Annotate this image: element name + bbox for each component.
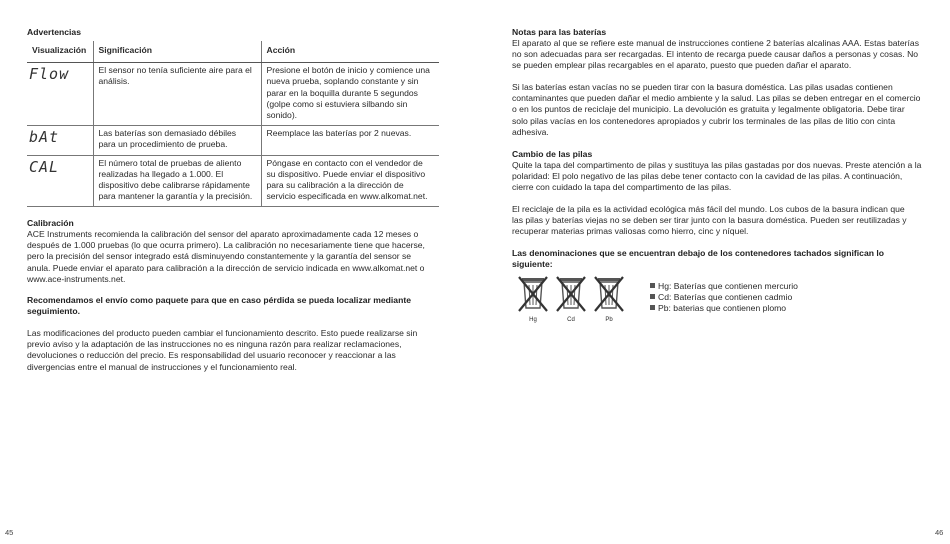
calibration-text: ACE Instruments recomienda la calibración del sensor del aparato aproximadamente cada 12 meses o después de 1.000 pruebas (lo que ocurra primero). La calibración no necesariamente tiene que hacerse, pero la precisión del sensor integrado está disminuyendo constantemente y la garantía del sensor se anula. Puede enviar el aparato para calibración a la dirección de servicio indicada en www.alkomat.net o www.ace-instruments.net. bbox=[27, 229, 425, 284]
right-page bbox=[512, 0, 922, 544]
bin-legend bbox=[650, 281, 798, 315]
battery-notes-text-1: El aparato al que se refiere este manual de instrucciones contiene 2 baterías alcalinas AAA. Estas baterías no son adecuadas para ser recargadas. El intento de recarga puede causar daños a personas y cosas. No se pueden emplear pilas recargables en el aparato, puesto que pueden dañar el aparato. bbox=[512, 38, 920, 71]
modifications-text: Las modificaciones del producto pueden cambiar el funcionamiento descrito. Esto puede realizarse sin previo aviso y la adaptación de las instrucciones no es ninguna razón para realizar reclamaciones, devoluciones o reducción del precio. Es responsabilidad del usuario reconocer y reaccionar a las divergencias entre el manual de instrucciones y el funcionamiento real. bbox=[27, 328, 418, 372]
crossed-bin-pb bbox=[592, 274, 626, 326]
bin-label: Cd bbox=[567, 317, 575, 323]
page-number-left: 45 bbox=[5, 528, 14, 537]
bullet-square-icon bbox=[650, 283, 655, 288]
display-code: bAt bbox=[27, 126, 93, 155]
header-display: Visualización bbox=[27, 41, 93, 63]
bin-label: Hg bbox=[529, 317, 537, 323]
legend-item bbox=[650, 281, 798, 292]
action-cell: Reemplace las baterías por 2 nuevas. bbox=[261, 126, 439, 155]
battery-change-title: Cambio de las pilas bbox=[512, 149, 593, 159]
bin-label: Pb bbox=[605, 317, 613, 323]
crossed-bin-icon bbox=[554, 274, 588, 314]
calibration-title: Calibración bbox=[27, 218, 74, 228]
table-header-row bbox=[27, 41, 439, 63]
meaning-cell: El sensor no tenía suficiente aire para el análisis. bbox=[93, 63, 261, 126]
legend-item bbox=[650, 303, 798, 314]
meaning-cell: Las baterías son demasiado débiles para un procedimiento de prueba. bbox=[93, 126, 261, 155]
bullet-square-icon bbox=[650, 305, 655, 310]
battery-notes-title: Notas para las baterías bbox=[512, 27, 607, 37]
legend-text: Hg: Baterías que contienen mercurio bbox=[658, 281, 798, 291]
battery-notes-text-2: Si las baterías estan vacías no se pueden tirar con la basura doméstica. Las pilas usadas contienen contaminantes que pueden dañar el medio ambiente y la salud. Las pilas se deben entregar en el comercio o en los puntos de reciclaje del municipio. La devolución es gratuita y legalmente obligatoria. Debe tirar solo pilas vacías en los contenedores apropiados y cubrir los terminales de las pilas de litio con cinta adhesiva. bbox=[512, 82, 921, 137]
display-code: CAL bbox=[27, 155, 93, 207]
recycle-text: El reciclaje de la pila es la actividad ecológica más fácil del mundo. Los cubos de la basura indican que las pilas y baterías viejas no se deben ser tirar junto con la basura doméstica. Pueden ser reutilizadas y recuperar materias primas valiosas como hierro, cinc y níquel. bbox=[512, 204, 907, 237]
page-number-right: 46 bbox=[935, 528, 944, 537]
legend-item bbox=[650, 292, 798, 303]
denominations-title: Las denominaciones que se encuentran debajo de los contenedores tachados significan lo siguiente: bbox=[512, 248, 885, 270]
left-page bbox=[27, 0, 439, 544]
table-row bbox=[27, 63, 439, 126]
warnings-table bbox=[27, 41, 439, 207]
action-cell: Póngase en contacto con el vendedor de su dispositivo. Puede enviar el dispositivo para su calibración a la dirección de servicio especificada en www.alkomat.net. bbox=[261, 155, 439, 207]
crossed-bin-cd bbox=[554, 274, 588, 326]
meaning-cell: El número total de pruebas de aliento realizadas ha llegado a 1.000. El dispositivo debe calibrarse rápidamente para mantener la garantía y la precisión. bbox=[93, 155, 261, 207]
action-cell: Presione el botón de inicio y comience una nueva prueba, soplando constante y sin parar en la boquilla durante 5 segundos (golpe como si estuviera silbando sin sonido). bbox=[261, 63, 439, 126]
table-row bbox=[27, 155, 439, 207]
crossed-bin-icon bbox=[592, 274, 626, 314]
battery-change-text: Quite la tapa del compartimento de pilas y sustituya las pilas gastadas por dos nuevas. Preste atención a la polaridad: El polo negativo de las pilas debe tener contacto con la cavidad de las pilas. A continuación, cierre con cuidado la tapa del compartimento de las pilas. bbox=[512, 160, 922, 193]
header-action: Acción bbox=[261, 41, 439, 63]
display-code: Flow bbox=[27, 63, 93, 126]
crossed-bin-hg bbox=[516, 274, 550, 326]
bullet-square-icon bbox=[650, 294, 655, 299]
header-meaning: Significación bbox=[93, 41, 261, 63]
shipping-note: Recomendamos el envío como paquete para que en caso pérdida se pueda localizar mediante seguimiento. bbox=[27, 295, 411, 317]
legend-text: Cd: Baterías que contienen cadmio bbox=[658, 292, 793, 303]
legend-text: Pb: baterias que contienen plomo bbox=[658, 303, 787, 314]
crossed-bin-icon bbox=[516, 274, 550, 314]
warnings-title: Advertencias bbox=[27, 27, 81, 37]
table-row bbox=[27, 126, 439, 155]
